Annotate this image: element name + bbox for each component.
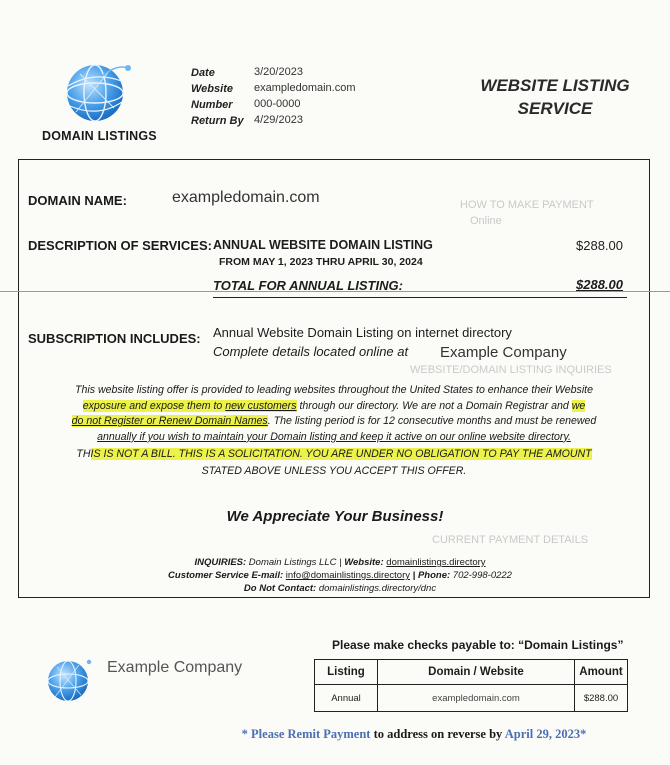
notice-fragment: new customers bbox=[225, 399, 297, 412]
col-listing: Listing bbox=[315, 660, 378, 685]
title-line-2: SERVICE bbox=[517, 99, 593, 118]
document-title bbox=[470, 74, 640, 120]
ghost-text: WEBSITE/DOMAIN LISTING INQUIRIES bbox=[410, 364, 612, 376]
service-period: FROM MAY 1, 2023 THRU APRIL 30, 2024 bbox=[219, 256, 423, 268]
includes-line-2: Complete details located online at bbox=[213, 344, 409, 359]
invoice-box bbox=[18, 159, 650, 598]
notice-fragment: IS IS NOT A BILL. THIS IS A SOLICITATION. YOU ARE UNDER NO OBLIGATION TO PAY THE AMOUNT bbox=[90, 448, 592, 460]
meta-value-website: exampledomain.com bbox=[254, 82, 356, 94]
service-name: ANNUAL WEBSITE DOMAIN LISTING bbox=[213, 238, 433, 252]
globe-logo-icon bbox=[62, 58, 134, 124]
remit-lead: * Please Remit Payment bbox=[241, 727, 371, 741]
payable-to: Please make checks payable to: “Domain Listings” bbox=[332, 638, 624, 652]
remit-date: April 29, 2023* bbox=[504, 727, 587, 741]
col-amount: Amount bbox=[575, 660, 628, 685]
ghost-text: HOW TO MAKE PAYMENT bbox=[460, 199, 594, 211]
notice-fragment: exposure and expose them to bbox=[82, 399, 226, 412]
dnc-line bbox=[60, 583, 620, 594]
notice-fragment: . The listing period is for 12 consecutive months and must be renewed bbox=[267, 415, 597, 428]
ghost-text: Online bbox=[470, 215, 502, 227]
meta-value-number: 000-0000 bbox=[254, 98, 301, 110]
table-header-row bbox=[315, 660, 628, 685]
email-line bbox=[60, 570, 620, 581]
stub-company-name: Example Company bbox=[107, 659, 243, 676]
email-label: Customer Service E-mail: bbox=[168, 570, 284, 581]
not-a-bill-notice bbox=[32, 446, 636, 480]
total-price: $288.00 bbox=[576, 277, 623, 292]
phone-label: | Phone: bbox=[410, 570, 451, 581]
notice-fragment: through our directory. We are not a Domain Registrar and bbox=[296, 399, 572, 412]
dnc-value: domainlistings.directory/dnc bbox=[316, 583, 437, 594]
notice-line: annually if you wish to maintain your Domain listing and keep it active on our online website directory. bbox=[97, 430, 571, 443]
total-underline bbox=[213, 297, 627, 298]
table-row bbox=[315, 685, 628, 712]
website-label: Website: bbox=[344, 557, 384, 568]
notice-fragment: we bbox=[571, 399, 586, 412]
meta-value-date: 3/20/2023 bbox=[254, 66, 303, 78]
title-line-1: WEBSITE LISTING bbox=[480, 76, 630, 95]
includes-company: Example Company bbox=[440, 344, 567, 361]
remit-instruction bbox=[0, 727, 670, 742]
email-link[interactable]: info@domainlistings.directory bbox=[285, 570, 411, 581]
meta-label-number: Number bbox=[191, 99, 233, 111]
cell-domain: exampledomain.com bbox=[378, 685, 575, 712]
remittance-table bbox=[314, 659, 628, 712]
notice-line bbox=[32, 399, 636, 415]
remit-mid: to address on reverse by bbox=[370, 727, 505, 741]
globe-logo-icon bbox=[45, 656, 93, 702]
includes-line-1: Annual Website Domain Listing on internet directory bbox=[213, 325, 512, 340]
notice-line: This website listing offer is provided to leading websites throughout the United States to enhance their Website bbox=[74, 384, 594, 396]
inquiries-company: Domain Listings LLC | bbox=[246, 557, 345, 568]
inquiries-line bbox=[60, 557, 620, 568]
logo-text: DOMAIN LISTINGS bbox=[42, 129, 157, 143]
meta-label-return-by: Return By bbox=[191, 115, 244, 127]
services-label: DESCRIPTION OF SERVICES: bbox=[28, 238, 212, 253]
inquiries-label: INQUIRIES: bbox=[194, 557, 247, 568]
notice-line bbox=[32, 446, 636, 463]
notice-line bbox=[32, 414, 636, 430]
domain-name-label: DOMAIN NAME: bbox=[28, 193, 127, 208]
domain-name-value: exampledomain.com bbox=[172, 189, 320, 206]
col-domain: Domain / Website bbox=[378, 660, 575, 685]
total-label: TOTAL FOR ANNUAL LISTING: bbox=[213, 278, 403, 293]
ghost-text: CURRENT PAYMENT DETAILS bbox=[432, 534, 589, 546]
notice-fragment: TH bbox=[76, 448, 91, 460]
service-price: $288.00 bbox=[576, 238, 623, 253]
dnc-label: Do Not Contact: bbox=[243, 583, 317, 594]
includes-label: SUBSCRIPTION INCLUDES: bbox=[28, 331, 201, 346]
meta-label-website: Website bbox=[191, 83, 233, 95]
offer-notice bbox=[32, 383, 636, 445]
appreciation-text: We Appreciate Your Business! bbox=[226, 508, 444, 525]
website-link[interactable]: domainlistings.directory bbox=[386, 557, 486, 568]
phone-value: 702-998-0222 bbox=[450, 570, 512, 581]
cell-listing: Annual bbox=[315, 685, 378, 712]
cell-amount: $288.00 bbox=[575, 685, 628, 712]
notice-fragment: do not Register or Renew Domain Names bbox=[71, 415, 268, 428]
meta-label-date: Date bbox=[191, 67, 215, 79]
notice-line: STATED ABOVE UNLESS YOU ACCEPT THIS OFFER. bbox=[201, 465, 467, 477]
meta-value-return-by: 4/29/2023 bbox=[254, 114, 303, 126]
